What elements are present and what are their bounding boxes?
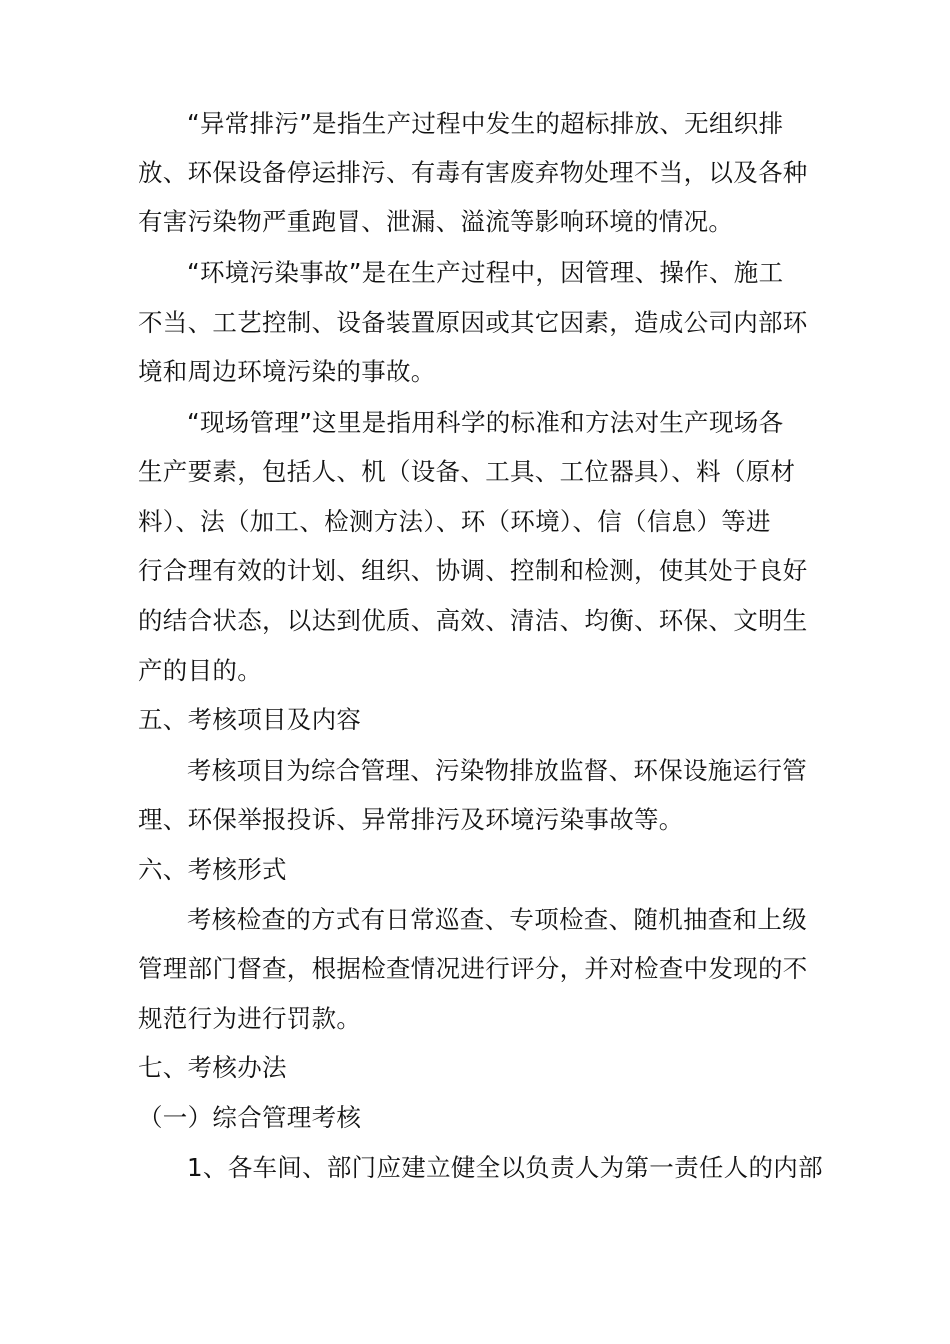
paragraph-line: 管理部门督查，根据检查情况进行评分，并对检查中发现的不 [138,954,808,983]
paragraph-line: “环境污染事故”是在生产过程中，因管理、操作、施工 [187,258,784,287]
paragraph-line: “现场管理”这里是指用科学的标准和方法对生产现场各 [187,408,784,437]
paragraph-line: 有害污染物严重跑冒、泄漏、溢流等影响环境的情况。 [138,207,734,236]
paragraph-line: 料）、法（加工、检测方法）、环（环境）、信（信息）等进 [138,507,771,536]
paragraph-line: 考核检查的方式有日常巡查、专项检查、随机抽查和上级 [187,905,807,934]
paragraph-line: “异常排污”是指生产过程中发生的超标排放、无组织排 [187,109,784,138]
paragraph-line: 1、各车间、部门应建立健全以负责人为第一责任人的内部 [187,1153,823,1182]
paragraph-line: 行合理有效的计划、组织、协调、控制和检测，使其处于良好 [138,556,808,585]
subsection-heading: （一）综合管理考核 [138,1103,362,1132]
paragraph-line: 不当、工艺控制、设备装置原因或其它因素，造成公司内部环 [138,308,808,337]
section-heading: 七、考核办法 [138,1053,287,1082]
section-heading: 五、考核项目及内容 [138,705,362,734]
paragraph-line: 生产要素，包括人、机（设备、工具、工位器具）、料（原材 [138,457,796,486]
paragraph-line: 考核项目为综合管理、污染物排放监督、环保设施运行管 [187,756,807,785]
paragraph-line: 产的目的。 [138,656,262,685]
section-heading: 六、考核形式 [138,855,287,884]
paragraph-line: 的结合状态，以达到优质、高效、清洁、均衡、环保、文明生 [138,606,808,635]
paragraph-line: 境和周边环境污染的事故。 [138,357,436,386]
paragraph-line: 放、环保设备停运排污、有毒有害废弃物处理不当，以及各种 [138,158,808,187]
paragraph-line: 规范行为进行罚款。 [138,1004,362,1033]
paragraph-line: 理、环保举报投诉、异常排污及环境污染事故等。 [138,805,684,834]
